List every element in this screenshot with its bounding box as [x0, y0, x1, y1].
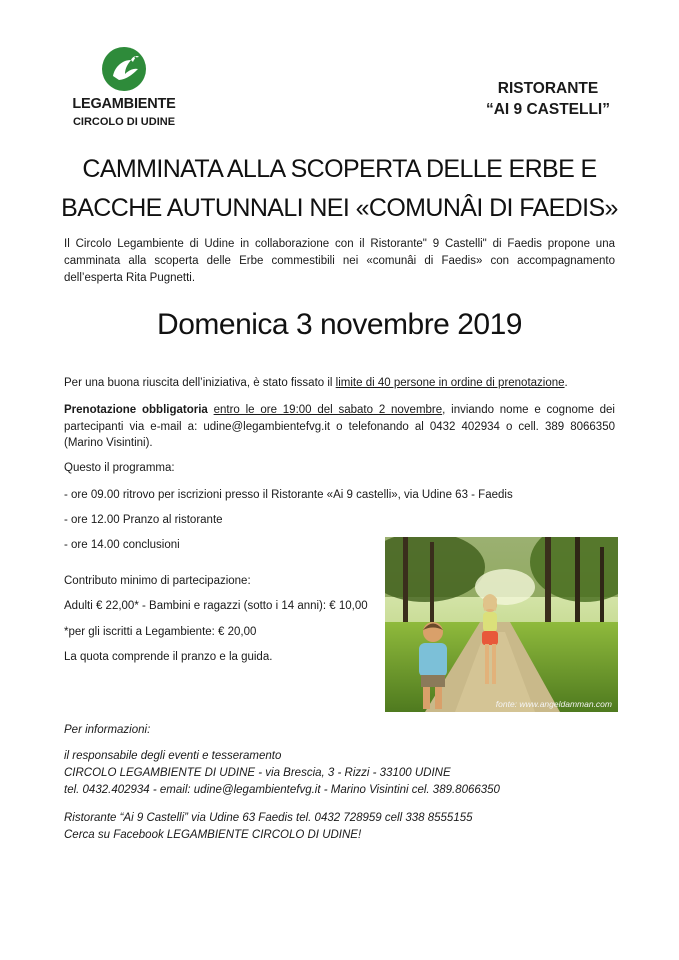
- children-walking-photo: [385, 537, 618, 712]
- info-heading: Per informazioni:: [64, 724, 151, 736]
- program-item: - ore 09.00 ritrovo per iscrizioni presso il Ristorante «Ai 9 castelli», via Udine 63 - Faedis: [64, 489, 513, 501]
- limit-suffix: .: [564, 377, 568, 389]
- logo-subtitle: CIRCOLO DI UDINE: [72, 116, 176, 128]
- limit-underlined: limite di 40 persone in ordine di prenotazione: [335, 377, 565, 389]
- restaurant-line-1: RISTORANTE: [497, 80, 599, 97]
- booking-deadline: entro le ore 19:00 del sabato 2 novembre: [213, 404, 443, 416]
- fees-line-1: Adulti € 22,00* - Bambini e ragazzi (sotto i 14 anni): € 10,00: [64, 600, 368, 612]
- info-line-3: tel. 0432.402934 - email: udine@legambientefvg.it - Marino Visintini cel. 389.8066350: [64, 784, 500, 796]
- booking-rest: , inviando nome e cognome dei partecipanti via e-mail a: udine@legambientefvg.it o telefonando al 0432 402934 o cell. 389 8066350 (Marino Visintini).: [64, 404, 615, 449]
- info-line-4: Ristorante “Ai 9 Castelli” via Udine 63 Faedis tel. 0432 728959 cell 338 8555155: [64, 812, 473, 824]
- program-heading: Questo il programma:: [64, 462, 175, 474]
- program-item: - ore 14.00 conclusioni: [64, 539, 180, 551]
- title-line-2: BACCHE AUTUNNALI NEI «COMUNÂI DI FAEDIS»: [61, 194, 618, 222]
- logo-name: LEGAMBIENTE: [72, 96, 176, 112]
- fees-line-2: *per gli iscritti a Legambiente: € 20,00: [64, 626, 257, 638]
- fees-heading: Contributo minimo di partecipazione:: [64, 575, 251, 587]
- program-item: - ore 12.00 Pranzo al ristorante: [64, 514, 223, 526]
- info-line-1: il responsabile degli eventi e tesseramento: [64, 750, 282, 762]
- limit-paragraph: [64, 375, 615, 392]
- info-line-5: Cerca su Facebook LEGAMBIENTE CIRCOLO DI UDINE!: [64, 829, 362, 841]
- intro-paragraph: Il Circolo Legambiente di Udine in collaborazione con il Ristorante" 9 Castelli" di Faedis propone una camminata alla scoperta delle Erbe commestibili nei «comunâi di Faedis» con accompagnamento dell’esperta Rita Pugnetti.: [64, 238, 615, 284]
- event-title: [20, 150, 659, 228]
- swan-logo-icon: [101, 46, 147, 92]
- booking-paragraph: [64, 402, 615, 452]
- restaurant-name: [470, 78, 626, 120]
- booking-bold: Prenotazione obbligatoria: [64, 404, 208, 416]
- fees-line-3: La quota comprende il pranzo e la guida.: [64, 651, 273, 663]
- legambiente-logo: [64, 46, 184, 128]
- photo-credit: fonte: www.angeldamman.com: [495, 699, 612, 709]
- info-line-2: CIRCOLO LEGAMBIENTE DI UDINE - via Brescia, 3 - Rizzi - 33100 UDINE: [64, 767, 451, 779]
- limit-prefix: Per una buona riuscita dell’iniziativa, è stato fissato il: [64, 377, 336, 389]
- restaurant-line-2: “AI 9 CASTELLI”: [485, 101, 610, 118]
- event-date: Domenica 3 novembre 2019: [157, 308, 522, 341]
- title-line-1: CAMMINATA ALLA SCOPERTA DELLE ERBE E: [82, 155, 597, 183]
